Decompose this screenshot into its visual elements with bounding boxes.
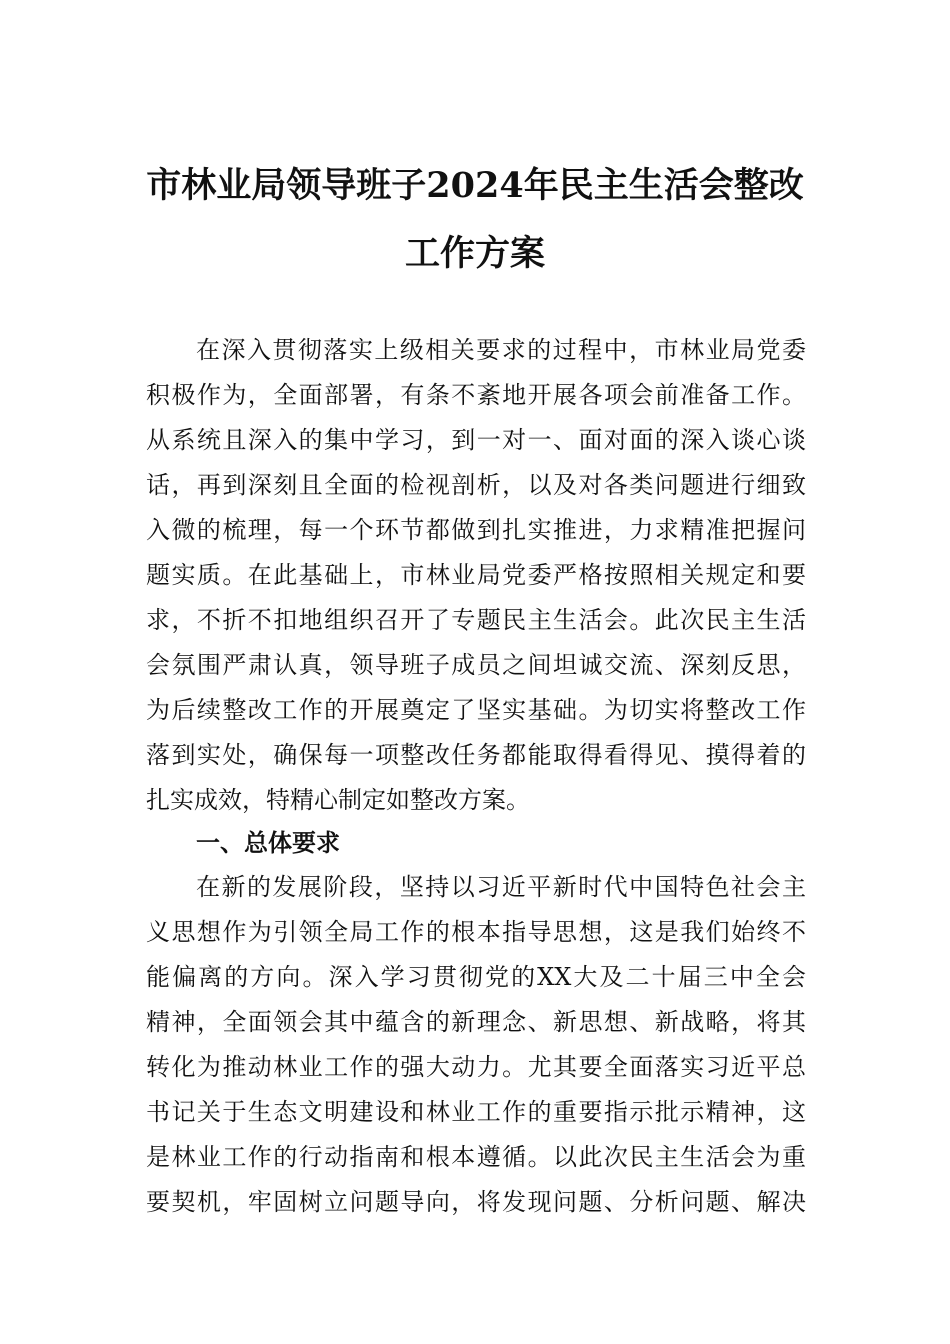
intro-paragraph-line: 话，再到深刻且全面的检视剖析，以及对各类问题进行细致 [146,471,806,499]
intro-paragraph-line: 题实质。在此基础上，市林业局党委严格按照相关规定和要 [146,561,806,589]
intro-paragraph-line: 求，不折不扣地组织召开了专题民主生活会。此次民主生活 [146,606,806,634]
section-paragraph-line: 在新的发展阶段，坚持以习近平新时代中国特色社会主 [196,873,806,901]
section-paragraph-line: 转化为推动林业工作的强大动力。尤其要全面落实习近平总 [146,1053,806,1081]
document-title-line-2: 工作方案 [404,233,545,274]
intro-paragraph-line: 积极作为，全面部署，有条不紊地开展各项会前准备工作。 [146,381,806,409]
section-paragraph-line: 义思想作为引领全局工作的根本指导思想，这是我们始终不 [146,918,806,946]
intro-paragraph-line: 入微的梳理，每一个环节都做到扎实推进，力求精准把握问 [146,516,806,544]
section-paragraph-line: 精神，全面领会其中蕴含的新理念、新思想、新战略，将其 [146,1008,806,1036]
section-heading: 一、总体要求 [196,829,340,857]
intro-paragraph-line: 扎实成效，特精心制定如整改方案。 [146,786,530,814]
intro-paragraph-line: 从系统且深入的集中学习，到一对一、面对面的深入谈心谈 [146,426,806,454]
intro-paragraph-line: 在深入贯彻落实上级相关要求的过程中，市林业局党委 [196,336,806,364]
intro-paragraph-line: 为后续整改工作的开展奠定了坚实基础。为切实将整改工作 [146,696,806,724]
section-paragraph-line: 要契机，牢固树立问题导向，将发现问题、分析问题、解决 [146,1188,806,1216]
section-paragraph-line: 能偏离的方向。深入学习贯彻党的XX大及二十届三中全会 [146,963,806,991]
intro-paragraph-line: 落到实处，确保每一项整改任务都能取得看得见、摸得着的 [146,741,806,769]
section-paragraph-line: 是林业工作的行动指南和根本遵循。以此次民主生活会为重 [146,1143,806,1171]
intro-paragraph-line: 会氛围严肃认真，领导班子成员之间坦诚交流、深刻反思， [146,651,806,679]
section-paragraph-line: 书记关于生态文明建设和林业工作的重要指示批示精神，这 [146,1098,806,1126]
document-title-line-1: 市林业局领导班子2024年民主生活会整改 [146,165,804,206]
